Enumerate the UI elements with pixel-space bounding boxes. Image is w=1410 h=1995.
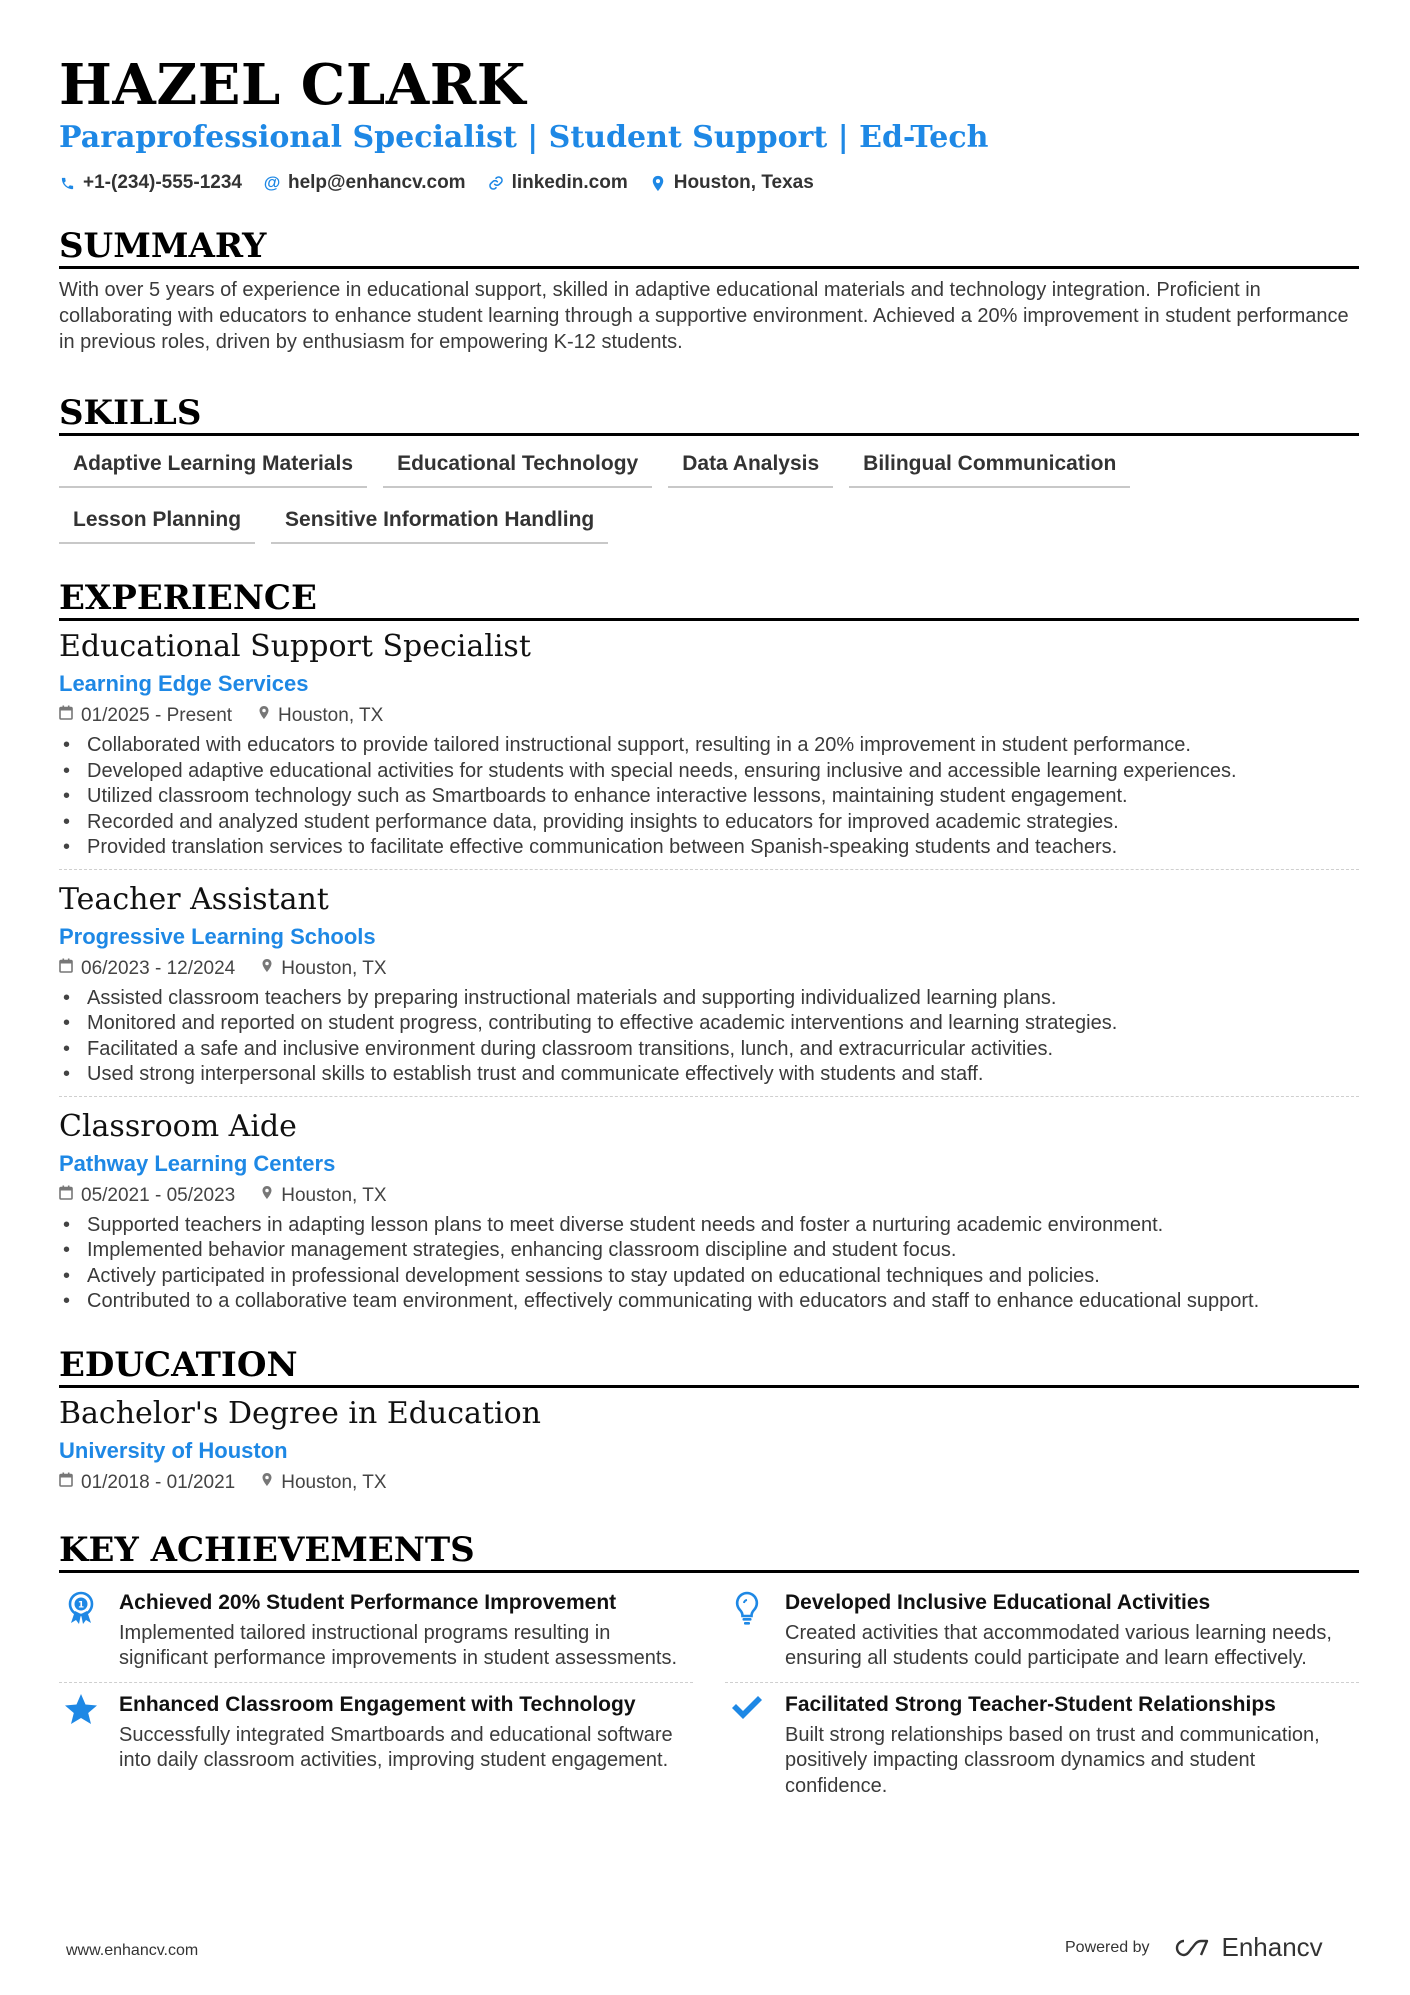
bullet-item: • Recorded and analyzed student performance data, providing insights to educators for improved academic strategies. <box>59 810 1359 836</box>
bullet-item: • Assisted classroom teachers by preparing instructional materials and supporting individualized learning plans. <box>59 986 1359 1012</box>
award-ribbon-icon <box>59 1589 103 1672</box>
job-meta <box>59 1183 1359 1209</box>
summary-section <box>59 226 1359 355</box>
location-text: Houston, TX <box>281 957 387 979</box>
company-name: Progressive Learning Schools <box>59 923 376 949</box>
footer-website[interactable]: www.enhancv.com <box>66 1942 199 1959</box>
dates-text: 05/2021 - 05/2023 <box>81 1184 236 1206</box>
achievement-desc: Created activities that accommodated various learning needs, ensuring all students could participate and learn effectively. <box>785 1621 1332 1669</box>
achievement-title: Achieved 20% Student Performance Improvement <box>119 1590 617 1614</box>
resume-page <box>59 52 1359 1809</box>
education-title: EDUCATION <box>59 1345 1359 1388</box>
brand-text: Enhancv <box>1221 1932 1323 1962</box>
education-meta <box>59 1470 1359 1496</box>
job-location <box>261 956 386 982</box>
enhancv-logo[interactable] <box>1170 1932 1323 1963</box>
achievement-item <box>59 1683 693 1810</box>
achievements-title: KEY ACHIEVEMENTS <box>59 1530 1359 1573</box>
summary-text: With over 5 years of experience in educational support, skilled in adaptive educational materials and technology integration. Proficient in collaborating with educators to enhance student learning through a supportive environment. Achieved a 20% improvement in student performance in previous roles, driven by enthusiasm for empowering K-12 students. <box>59 279 1349 353</box>
location-icon <box>261 1470 273 1496</box>
location-text: Houston, Texas <box>673 172 814 193</box>
dates-text: 01/2025 - Present <box>81 705 233 726</box>
svg-text:1: 1 <box>77 1600 85 1610</box>
experience-section <box>59 578 1359 1315</box>
job-location <box>258 703 383 729</box>
contact-bar <box>59 172 1359 194</box>
bullet-item: • Implemented behavior management strategies, enhancing classroom discipline and student focus. <box>59 1238 1359 1264</box>
school-name: University of Houston <box>59 1437 288 1463</box>
candidate-name: HAZEL CLARK <box>59 52 526 118</box>
phone-text: +1-(234)-555-1234 <box>83 172 242 193</box>
job-meta <box>59 703 1359 729</box>
company-name: Pathway Learning Centers <box>59 1150 336 1176</box>
achievements-section <box>59 1530 1359 1810</box>
lightbulb-icon <box>725 1589 769 1672</box>
contact-location <box>650 172 814 194</box>
bullet-item: • Contributed to a collaborative team environment, effectively communicating with educators and staff to enhance educational support. <box>59 1289 1359 1315</box>
achievement-desc: Successfully integrated Smartboards and educational software into daily classroom activities, improving student engagement. <box>119 1723 673 1771</box>
job-entry <box>59 880 1359 1097</box>
skills-title: SKILLS <box>59 393 1359 436</box>
link-icon <box>488 175 504 191</box>
job-entry <box>59 627 1359 870</box>
job-title: Classroom Aide <box>59 1108 297 1144</box>
skill-tag: Adaptive Learning Materials <box>59 444 367 488</box>
location-icon <box>261 956 273 982</box>
bullet-item: • Supported teachers in adapting lesson plans to meet diverse student needs and foster a nurturing academic environment. <box>59 1213 1359 1239</box>
job-meta <box>59 956 1359 982</box>
education-dates <box>59 1470 235 1496</box>
email-text: help@enhancv.com <box>287 172 466 193</box>
bullet-item: • Monitored and reported on student progress, contributing to effective academic interventions and learning strategies. <box>59 1011 1359 1037</box>
entry-divider <box>59 1096 1359 1097</box>
bullet-item: • Used strong interpersonal skills to establish trust and communicate effectively with students and staff. <box>59 1062 1359 1088</box>
star-icon <box>59 1691 103 1800</box>
calendar-icon <box>59 703 73 729</box>
achievement-item <box>59 1581 693 1683</box>
bullet-item: • Developed adaptive educational activities for students with special needs, ensuring inclusive and accessible learning experiences. <box>59 759 1359 785</box>
powered-by-text: Powered by <box>1065 1938 1150 1956</box>
job-entry <box>59 1107 1359 1315</box>
achievement-desc: Implemented tailored instructional programs resulting in significant performance improvements in student assessments. <box>119 1621 678 1669</box>
calendar-icon <box>59 1470 73 1496</box>
bullet-item: • Utilized classroom technology such as Smartboards to enhance interactive lessons, maintaining student engagement. <box>59 784 1359 810</box>
linkedin-text: linkedin.com <box>511 172 628 193</box>
location-text: Houston, TX <box>281 1471 387 1493</box>
skill-tag: Data Analysis <box>668 444 833 488</box>
bullet-item: • Provided translation services to facilitate effective communication between Spanish-speaking students and teachers. <box>59 835 1359 861</box>
location-icon <box>650 175 666 192</box>
bullet-item: • Facilitated a safe and inclusive environment during classroom transitions, lunch, and extracurricular activities. <box>59 1037 1359 1063</box>
calendar-icon <box>59 1183 73 1209</box>
skill-tag: Educational Technology <box>383 444 652 488</box>
job-title: Teacher Assistant <box>59 881 329 917</box>
dates-text: 01/2018 - 01/2021 <box>81 1471 236 1493</box>
contact-phone[interactable] <box>59 172 242 194</box>
location-icon <box>261 1183 273 1209</box>
job-dates <box>59 1183 235 1209</box>
company-name: Learning Edge Services <box>59 671 309 696</box>
job-location <box>261 1183 386 1209</box>
job-bullets <box>59 1213 1359 1315</box>
entry-divider <box>59 869 1359 870</box>
bullet-item: • Collaborated with educators to provide tailored instructional support, resulting in a 20% improvement in student performance. <box>59 733 1359 759</box>
checkmark-icon <box>725 1691 769 1800</box>
achievement-title: Facilitated Strong Teacher-Student Relationships <box>785 1692 1276 1716</box>
location-text: Houston, TX <box>278 705 384 726</box>
skills-section <box>59 393 1359 544</box>
job-dates <box>59 703 232 729</box>
contact-linkedin[interactable] <box>488 172 628 194</box>
skill-tag: Lesson Planning <box>59 500 255 544</box>
achievements-grid <box>59 1581 1359 1810</box>
achievement-item <box>725 1581 1359 1683</box>
job-bullets <box>59 986 1359 1088</box>
degree-title: Bachelor's Degree in Education <box>59 1395 541 1431</box>
contact-email[interactable] <box>264 172 466 194</box>
headline: Paraprofessional Specialist | Student Support | Ed-Tech <box>59 120 989 155</box>
enhancv-logo-icon <box>1170 1937 1214 1959</box>
achievement-title: Developed Inclusive Educational Activities <box>785 1590 1211 1614</box>
skills-list <box>59 444 1299 544</box>
education-section <box>59 1345 1359 1496</box>
achievement-desc: Built strong relationships based on trust and communication, positively impacting classroom dynamics and student confidence. <box>785 1723 1320 1797</box>
location-text: Houston, TX <box>281 1184 387 1206</box>
footer-brand <box>1065 1932 1323 1963</box>
header <box>59 52 1359 194</box>
job-dates <box>59 956 235 982</box>
achievement-item <box>725 1683 1359 1810</box>
at-icon: @ <box>263 173 281 192</box>
calendar-icon <box>59 956 73 982</box>
job-title: Educational Support Specialist <box>59 629 531 664</box>
dates-text: 06/2023 - 12/2024 <box>81 957 236 979</box>
skill-tag: Bilingual Communication <box>849 444 1130 488</box>
experience-title: EXPERIENCE <box>59 578 1359 621</box>
achievement-title: Enhanced Classroom Engagement with Technology <box>119 1692 636 1716</box>
skill-tag: Sensitive Information Handling <box>271 500 608 544</box>
phone-icon <box>59 176 75 191</box>
education-location <box>261 1470 386 1496</box>
summary-title: SUMMARY <box>59 226 1359 269</box>
job-bullets <box>59 733 1359 861</box>
bullet-item: • Actively participated in professional development sessions to stay updated on educational techniques and policies. <box>59 1264 1359 1290</box>
location-icon <box>258 703 270 729</box>
